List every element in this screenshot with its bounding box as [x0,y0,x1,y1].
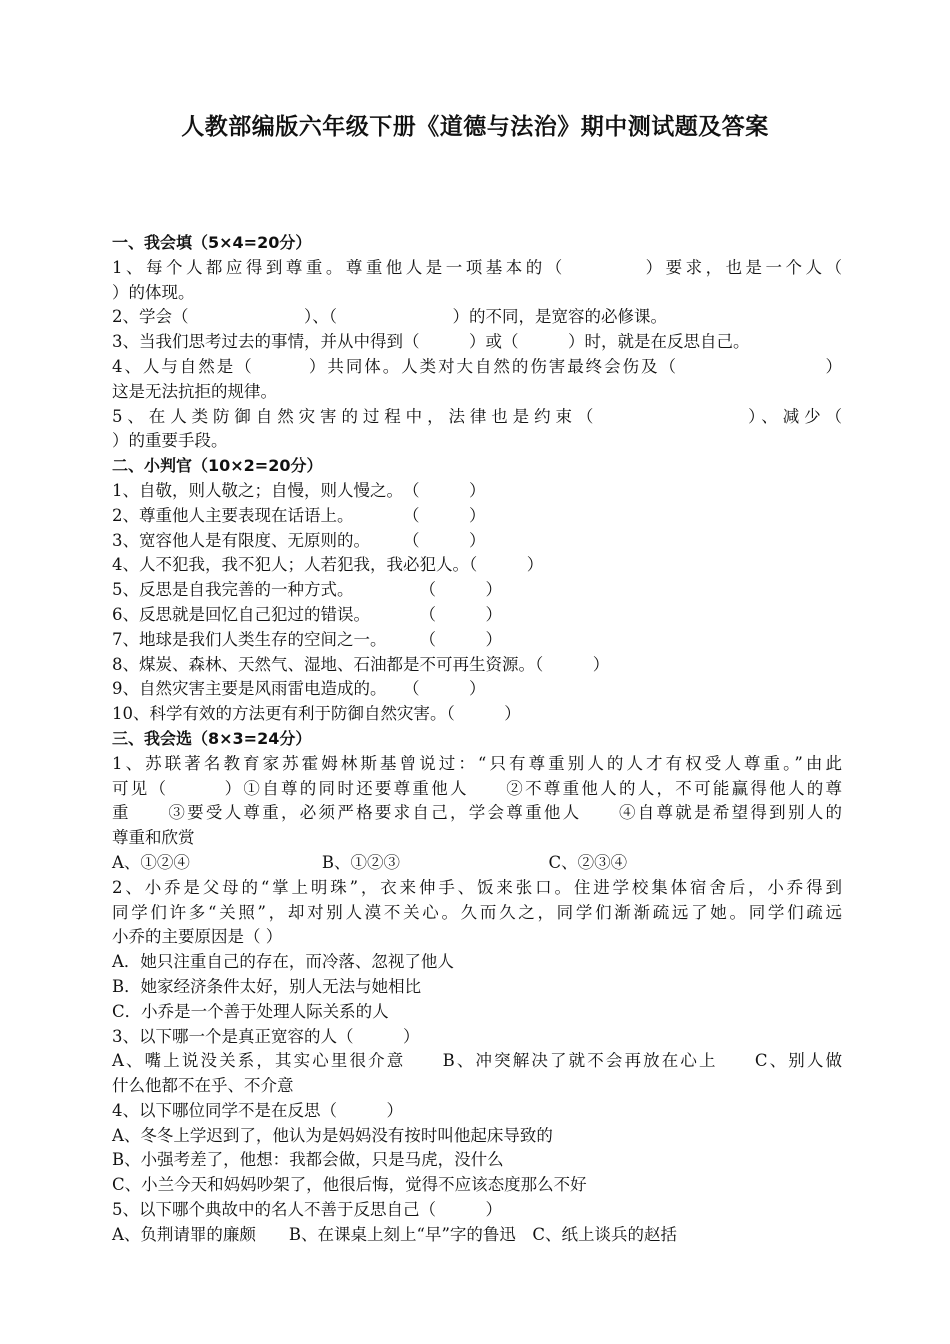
text-line: 可见（ ）①自尊的同时还要尊重他人 ②不尊重他人的人，不可能赢得他人的尊 [112,778,842,798]
text-line: 3、宽容他人是有限度、无原则的。 （ ） [112,530,486,550]
text-line: B．她家经济条件太好，别人无法与她相比 [112,976,422,996]
text-line: 8、煤炭、森林、天然气、湿地、石油都是不可再生资源。（ ） [112,654,610,674]
text-line: 5、反思是自我完善的一种方式。 （ ） [112,580,502,600]
text-line: 2、尊重他人主要表现在话语上。 （ ） [112,505,486,525]
text-line: 小乔的主要原因是（ ） [112,927,283,947]
text-line: 什么他都不在乎、不介意 [112,1076,294,1096]
document-body [112,231,842,1248]
text-line: 3、当我们思考过去的事情，并从中得到（ ）或（ ）时，就是在反思自己。 [112,332,750,352]
text-line: 7、地球是我们人类生存的空间之一。 （ ） [112,629,502,649]
section-heading: 三、我会选（8×3=24分） [112,728,312,748]
text-line: 1、自敬，则人敬之；自慢，则人慢之。 （ ） [112,480,486,500]
text-line: B、小强考差了，他想：我都会做，只是马虎，没什么 [112,1150,504,1170]
text-line: 尊重和欣赏 [112,828,195,848]
text-line: ）的体现。 [112,282,195,302]
text-line: C．小乔是一个善于处理人际关系的人 [112,1001,389,1021]
document-title: 人教部编版六年级下册《道德与法治》期中测试题及答案 [181,114,769,140]
text-line: A、嘴上说没关系，其实心里很介意 B、冲突解决了就不会再放在心上 C、别人做 [112,1051,842,1071]
text-line: 10、科学有效的方法更有利于防御自然灾害。（ ） [112,704,521,724]
text-line: 4、人与自然是（ ）共同体。人类对大自然的伤害最终会伤及（ ） [112,356,842,376]
section-heading: 一、我会填（5×4=20分） [112,233,312,252]
text-line: 9、自然灾害主要是风雨雷电造成的。 （ ） [112,679,486,699]
text-line: 6、反思就是回忆自己犯过的错误。 （ ） [112,604,502,624]
text-line: A、负荆请罪的廉颇 B、在课桌上刻上“早”字的鲁迅 C、纸上谈兵的赵括 [112,1224,678,1244]
text-line: 4、以下哪位同学不是在反思（ ） [112,1100,403,1120]
text-line: 同学们许多“关照”，却对别人漠不关心。久而久之，同学们渐渐疏远了她。同学们疏远 [112,902,842,922]
text-line: 5、以下哪个典故中的名人不善于反思自己（ ） [112,1200,502,1220]
text-line: 这是无法抗拒的规律。 [112,381,277,401]
text-line: 重 ③要受人尊重，必须严格要求自己，学会尊重他人 ④自尊就是希望得到别人的 [112,803,842,823]
text-line: 2、小乔是父母的“掌上明珠”，衣来伸手、饭来张口。住进学校集体宿舍后，小乔得到 [112,877,842,897]
section-heading: 二、小判官（10×2=20分） [112,456,323,476]
text-line: A．她只注重自己的存在，而冷落、忽视了他人 [112,952,454,972]
text-line: 5、在人类防御自然灾害的过程中，法律也是约束（ ）、减少（ [112,406,842,426]
text-line: 4、人不犯我，我不犯人；人若犯我，我必犯人。（ ） [112,555,544,575]
text-line: 2、学会（ ）、（ ）的不同，是宽容的必修课。 [112,307,667,327]
text-line: A、①②④ B、①②③ C、②③④ [112,852,628,872]
text-line: ）的重要手段。 [112,431,228,451]
text-line: 3、以下哪一个是真正宽容的人（ ） [112,1026,420,1046]
text-line: A、冬冬上学迟到了，他认为是妈妈没有按时叫他起床导致的 [112,1125,553,1145]
text-line: 1、苏联著名教育家苏霍姆林斯基曾说过：“只有尊重别人的人才有权受人尊重。”由此 [112,753,842,773]
text-line: C、小兰今天和妈妈吵架了，他很后悔，觉得不应该态度那么不好 [112,1175,587,1195]
text-line: 1、每个人都应得到尊重。尊重他人是一项基本的（ ）要求，也是一个人（ [112,257,842,277]
